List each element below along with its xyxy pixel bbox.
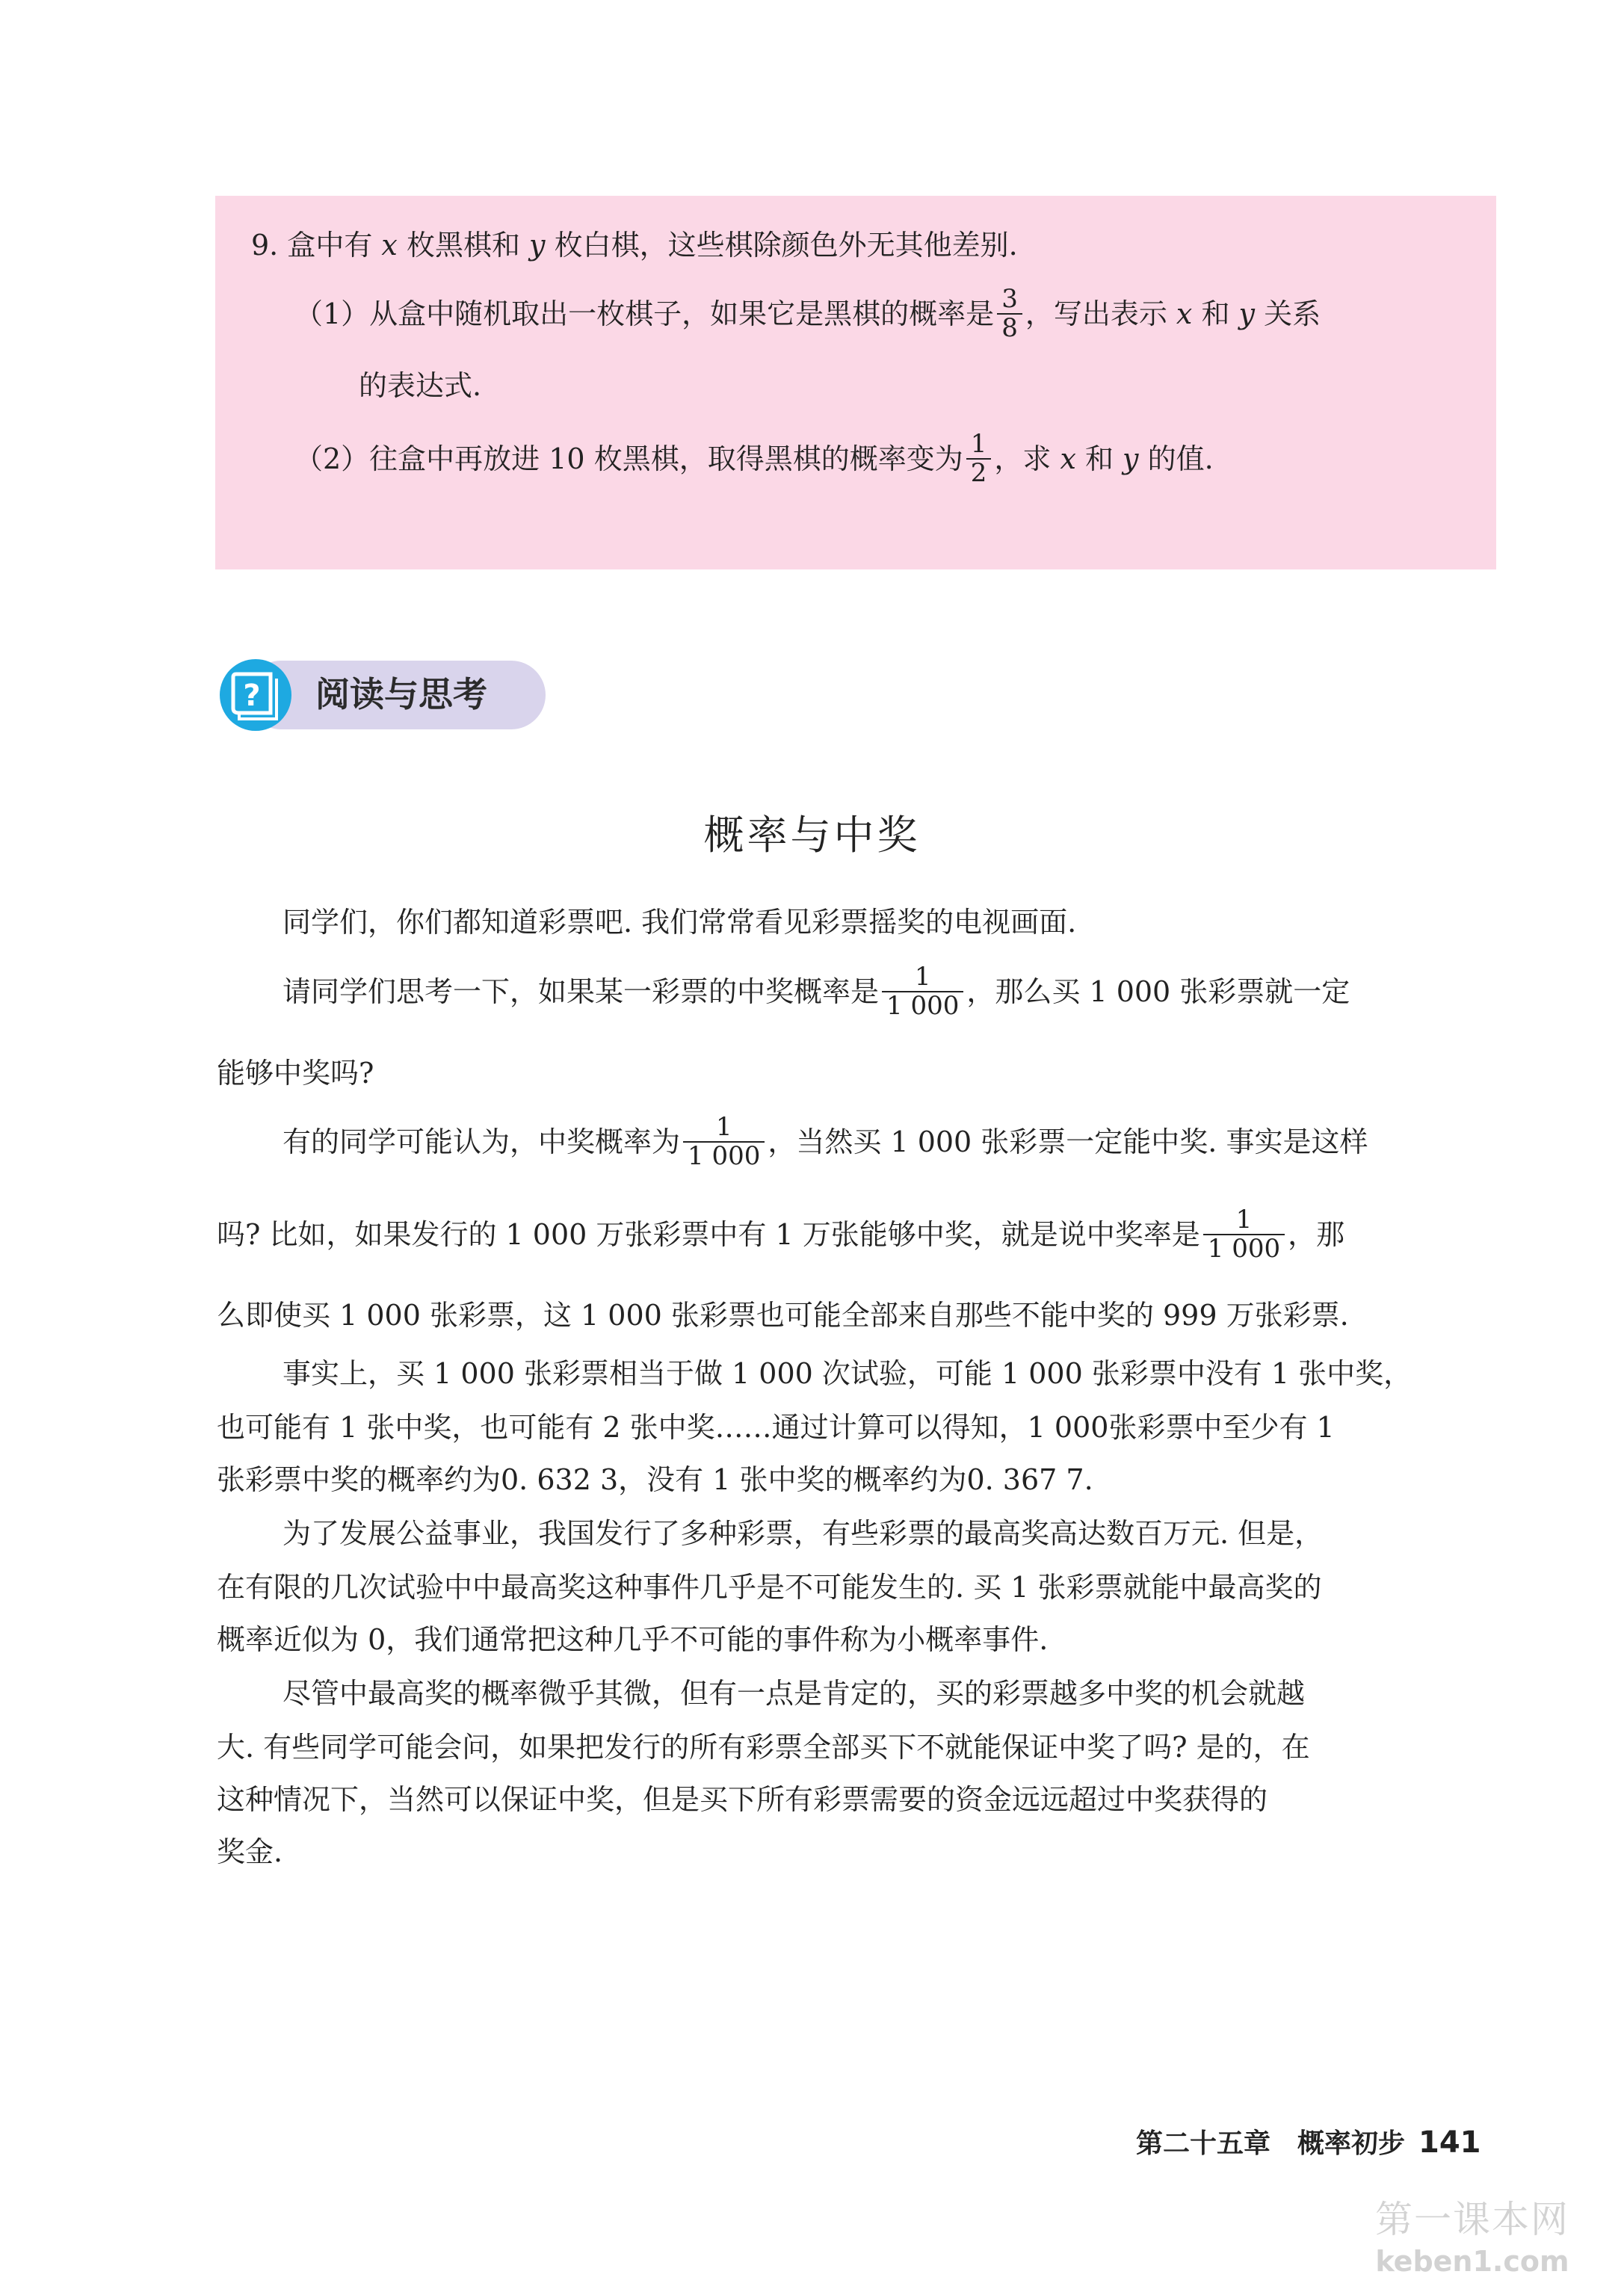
- exercise-line-2: （1）从盒中随机取出一枚棋子，如果它是黑棋的概率是 $\frac{3}{8}$ ，写出表示 x 和 y 关系: [294, 284, 1321, 343]
- paragraph-2-continued: 能够中奖吗?: [217, 1057, 374, 1090]
- page-footer: [1136, 2122, 1481, 2160]
- paragraph-6-line-2: 大. 有些同学可能会问，如果把发行的所有彩票全部买下不就能保证中奖了吗? 是的，在: [217, 1731, 1310, 1764]
- chapter-title: 第二十五章 概率初步: [1136, 2128, 1406, 2159]
- section-title: 阅读与思考: [315, 674, 487, 714]
- paragraph-4-line-1: 事实上，买 1 000 张彩票相当于做 1 000 次试验，可能 1 000 张彩票中没有 1 张中奖，: [282, 1357, 1412, 1390]
- fraction-1-1000: $\frac{1}{1 000}$: [1203, 1206, 1285, 1262]
- paragraph-2: 请同学们思考一下，如果某一彩票的中奖概率是 $\frac{1}{1 000}$ ，那么买 1 000 张彩票就一定: [282, 962, 1350, 1021]
- svg-text:?: ?: [243, 679, 261, 713]
- article-title: 概率与中奖: [703, 812, 921, 859]
- fraction-1-2: $\frac{1}{2}$: [966, 430, 992, 487]
- fraction-1-1000: $\frac{1}{1 000}$: [683, 1113, 765, 1170]
- question-book-icon: [217, 658, 299, 732]
- exercise-line-1: 9. 盒中有 x 枚黑棋和 y 枚白棋，这些棋除颜色外无其他差别.: [251, 229, 1018, 262]
- paragraph-3-line-2: 吗? 比如，如果发行的 1 000 万张彩票中有 1 万张能够中奖，就是说中奖率是 $\frac{1}{1 000}$ ，那: [217, 1205, 1345, 1264]
- watermark-text: 第一课本网: [1375, 2198, 1569, 2241]
- paragraph-5-line-1: 为了发展公益事业，我国发行了多种彩票，有些彩票的最高奖高达数百万元. 但是，: [282, 1517, 1324, 1550]
- fraction-3-8: $\frac{3}{8}$: [997, 285, 1022, 342]
- paragraph-1: 同学们，你们都知道彩票吧. 我们常常看见彩票摇奖的电视画面.: [282, 906, 1077, 939]
- section-banner: [217, 658, 546, 732]
- paragraph-4-line-3: 张彩票中奖的概率约为0. 632 3，没有 1 张中奖的概率约为0. 367 7.: [217, 1463, 1093, 1496]
- fraction-1-1000: $\frac{1}{1 000}$: [882, 963, 963, 1019]
- paragraph-5-line-2: 在有限的几次试验中中最高奖这种事件几乎是不可能发生的. 买 1 张彩票就能中最高奖的: [217, 1571, 1322, 1604]
- paragraph-6-line-4: 奖金.: [217, 1835, 283, 1868]
- exercise-line-3: 的表达式.: [359, 369, 482, 402]
- exercise-box: [215, 196, 1496, 569]
- paragraph-6-line-3: 这种情况下，当然可以保证中奖，但是买下所有彩票需要的资金远远超过中奖获得的: [217, 1783, 1268, 1816]
- paragraph-5-line-3: 概率近似为 0，我们通常把这种几乎不可能的事件称为小概率事件.: [217, 1623, 1049, 1656]
- paragraph-6-line-1: 尽管中最高奖的概率微乎其微，但有一点是肯定的，买的彩票越多中奖的机会就越: [282, 1677, 1306, 1710]
- watermark-url: keben1.com: [1375, 2245, 1569, 2278]
- paragraph-3: 有的同学可能认为，中奖概率为 $\frac{1}{1 000}$ ，当然买 1 000 张彩票一定能中奖. 事实是这样: [282, 1112, 1368, 1171]
- paragraph-4-line-2: 也可能有 1 张中奖，也可能有 2 张中奖……通过计算可以得知，1 000张彩票中至少有 1: [217, 1411, 1335, 1444]
- page-number: 141: [1418, 2125, 1481, 2160]
- watermark: [1360, 2190, 1584, 2278]
- exercise-line-4: （2）往盒中再放进 10 枚黑棋，取得黑棋的概率变为 $\frac{1}{2}$ ，求 x 和 y 的值.: [294, 429, 1214, 488]
- paragraph-3-line-3: 么即使买 1 000 张彩票，这 1 000 张彩票也可能全部来自那些不能中奖的 999 万张彩票.: [217, 1299, 1349, 1332]
